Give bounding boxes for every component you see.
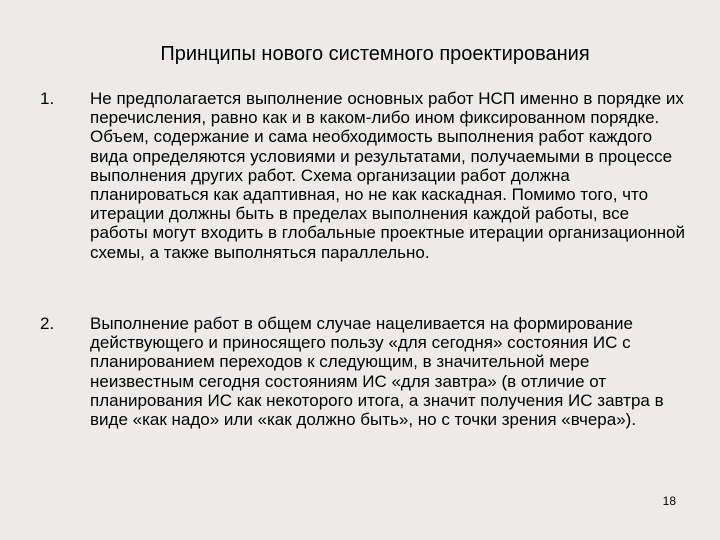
list-item-text: Выполнение работ в общем случае нацеливается на формирование действующего и приносящего пользу «для сегодня» состояния ИС с планированием переходов к следующим, в значительной мере неизвестным сегодня состояниям ИС «для завтра» (в отличие от планирования ИС как некоторого итога, а значит получения ИС завтра в виде «как надо» или «как должно быть», но с точки зрения «вчера»). — [90, 314, 664, 430]
list-item-text: Не предполагается выполнение основных работ НСП именно в порядке их перечисления, равно как и в каком-либо ином фиксированном порядке. Объем, содержание и сама необходимость выполнения работ каждого вида определяются условиями и результатами, получаемыми в процессе выполнения других работ. Схема организации работ должна планироваться как адаптивная, но не как каскадная. Помимо того, что итерации должны быть в пределах выполнения каждой работы, все работы могут входить в глобальные проектные итерации организационной схемы, а также выполняться параллельно. — [90, 89, 685, 262]
page-number: 18 — [662, 494, 676, 508]
list-item-number: 2. — [40, 314, 55, 333]
list-item-number: 1. — [40, 89, 55, 108]
slide-title: Принципы нового системного проектирования — [160, 43, 590, 65]
